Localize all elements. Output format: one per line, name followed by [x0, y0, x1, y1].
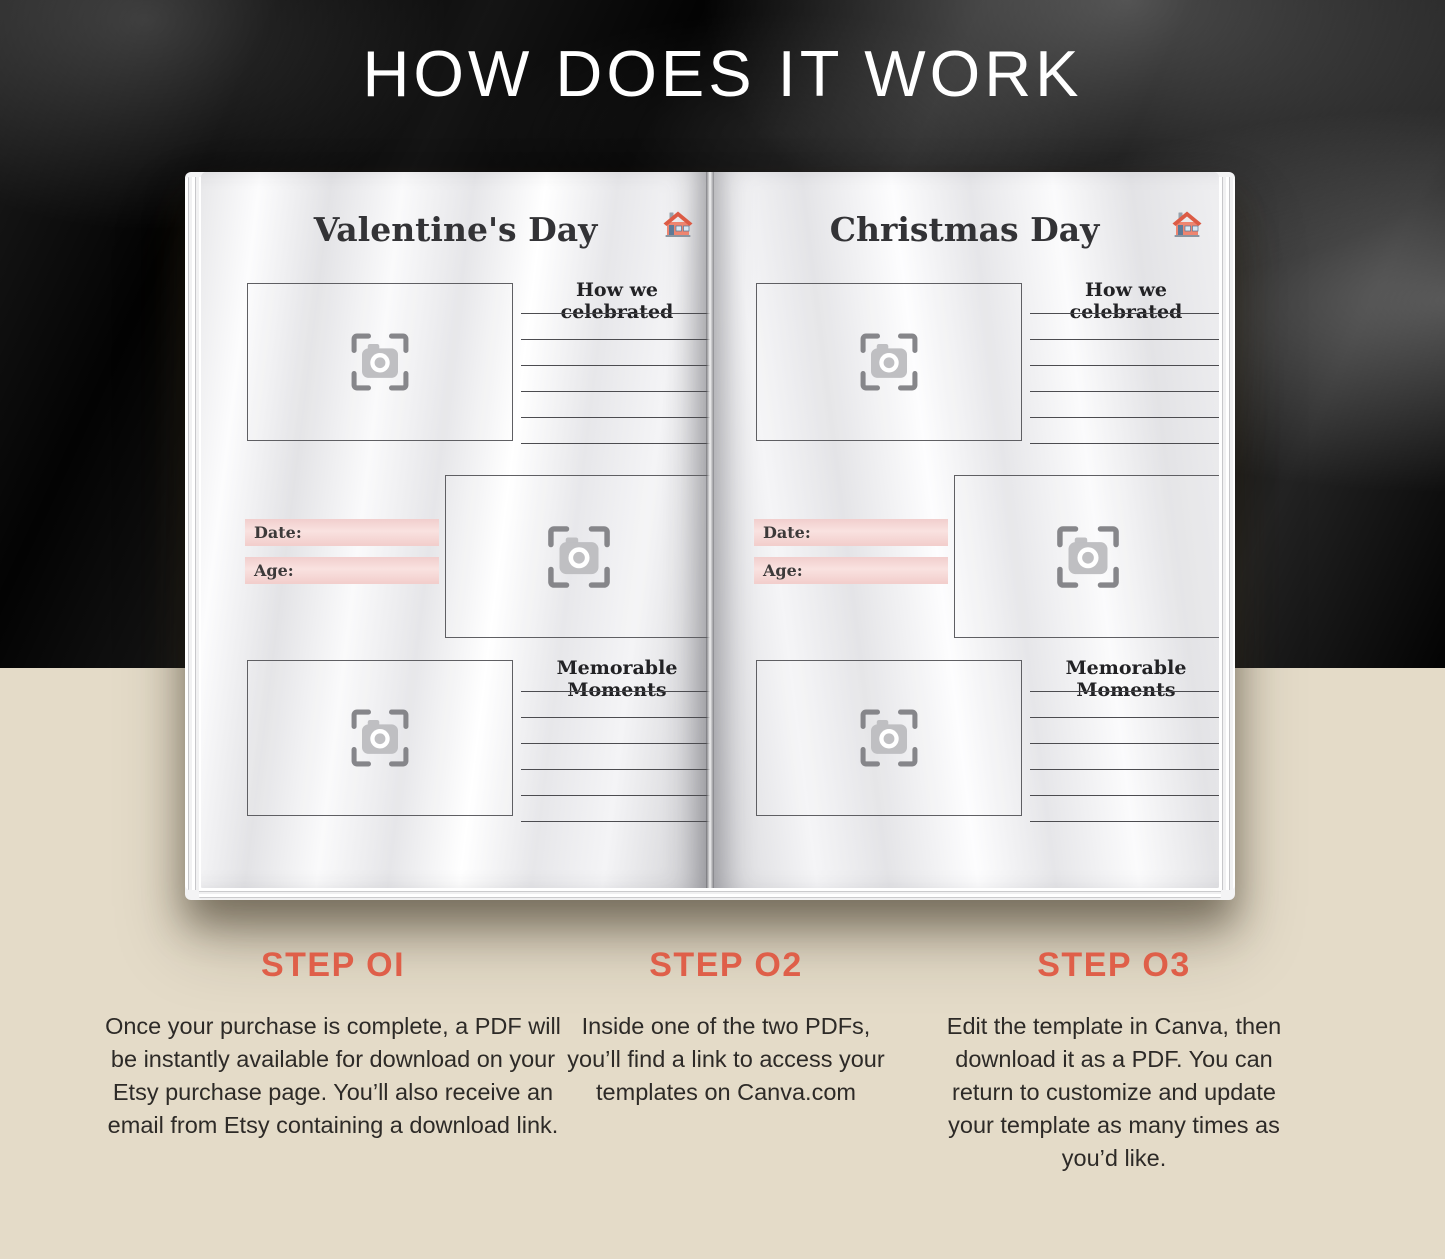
journal-page-heading: Christmas Day: [829, 210, 1100, 249]
age-field-label: Age:: [254, 561, 294, 580]
ruled-line: [1030, 366, 1219, 392]
ruled-lines: [521, 666, 710, 822]
ruled-line: [1030, 666, 1219, 692]
photo-placeholder: [756, 283, 1022, 441]
ruled-line: [1030, 392, 1219, 418]
ruled-line: [521, 392, 710, 418]
ruled-lines: [1030, 288, 1219, 444]
page-title: HOW DOES IT WORK: [362, 37, 1083, 110]
step-02: [556, 946, 896, 1109]
camera-icon: [853, 326, 925, 398]
step-03-heading: STEP O3: [1037, 946, 1191, 984]
photo-placeholder: [756, 660, 1022, 816]
ruled-line: [1030, 796, 1219, 822]
ruled-line: [521, 666, 710, 692]
ruled-line: [521, 418, 710, 444]
step-03-description: Edit the template in Canva, then download it as a PDF. You can return to customize and update your template as many times as you’d like.: [946, 1013, 1282, 1171]
step-01: [103, 946, 563, 1142]
ruled-line: [521, 314, 710, 340]
journal-page-heading: Valentine's Day: [313, 210, 598, 249]
date-field: [245, 519, 439, 546]
ruled-line: [521, 692, 710, 718]
open-book-mockup: [185, 172, 1235, 900]
template-page-christmas: [710, 172, 1219, 888]
date-field-label: Date:: [763, 523, 811, 542]
section-label-how-we-celebrated: How we celebrated: [560, 279, 674, 323]
camera-icon: [1049, 518, 1127, 596]
ruled-line: [521, 288, 710, 314]
age-field: [754, 557, 948, 584]
step-01-heading: STEP OI: [260, 946, 406, 984]
ruled-lines: [1030, 666, 1219, 822]
step-02-description: Inside one of the two PDFs, you’ll find a link to access your templates on Canva.com: [567, 1013, 885, 1105]
photo-placeholder: [445, 475, 710, 638]
step-01-description: Once your purchase is complete, a PDF will be instantly available for download on your Etsy purchase page. You’ll also receive an email from Etsy containing a download link.: [105, 1013, 561, 1138]
camera-icon: [540, 518, 618, 596]
ruled-lines: [521, 288, 710, 444]
page-stack-edge-right: [1219, 177, 1235, 890]
ruled-line: [521, 744, 710, 770]
ruled-line: [521, 770, 710, 796]
photo-placeholder: [247, 283, 513, 441]
photo-placeholder: [954, 475, 1219, 638]
ruled-line: [1030, 744, 1219, 770]
camera-icon: [344, 702, 416, 774]
house-icon: [662, 208, 694, 240]
page-stack-edge-bottom: [199, 888, 1221, 900]
camera-icon: [344, 326, 416, 398]
photo-placeholder: [247, 660, 513, 816]
ruled-line: [1030, 718, 1219, 744]
house-icon: [1171, 208, 1203, 240]
step-02-heading: STEP O2: [649, 946, 803, 984]
book-spine: [706, 172, 714, 888]
step-03: [926, 946, 1302, 1174]
section-label-how-we-celebrated: How we celebrated: [1069, 279, 1183, 323]
ruled-line: [1030, 340, 1219, 366]
ruled-line: [1030, 288, 1219, 314]
ruled-line: [1030, 692, 1219, 718]
age-field-label: Age:: [763, 561, 803, 580]
date-field-label: Date:: [254, 523, 302, 542]
ruled-line: [1030, 770, 1219, 796]
page-stack-edge-left: [185, 177, 201, 890]
ruled-line: [521, 366, 710, 392]
section-label-memorable-moments: Memorable Moments: [1065, 657, 1187, 701]
date-field: [754, 519, 948, 546]
template-page-valentines: [201, 172, 710, 888]
ruled-line: [521, 796, 710, 822]
camera-icon: [853, 702, 925, 774]
age-field: [245, 557, 439, 584]
ruled-line: [521, 340, 710, 366]
ruled-line: [1030, 314, 1219, 340]
ruled-line: [1030, 418, 1219, 444]
section-label-memorable-moments: Memorable Moments: [556, 657, 678, 701]
ruled-line: [521, 718, 710, 744]
